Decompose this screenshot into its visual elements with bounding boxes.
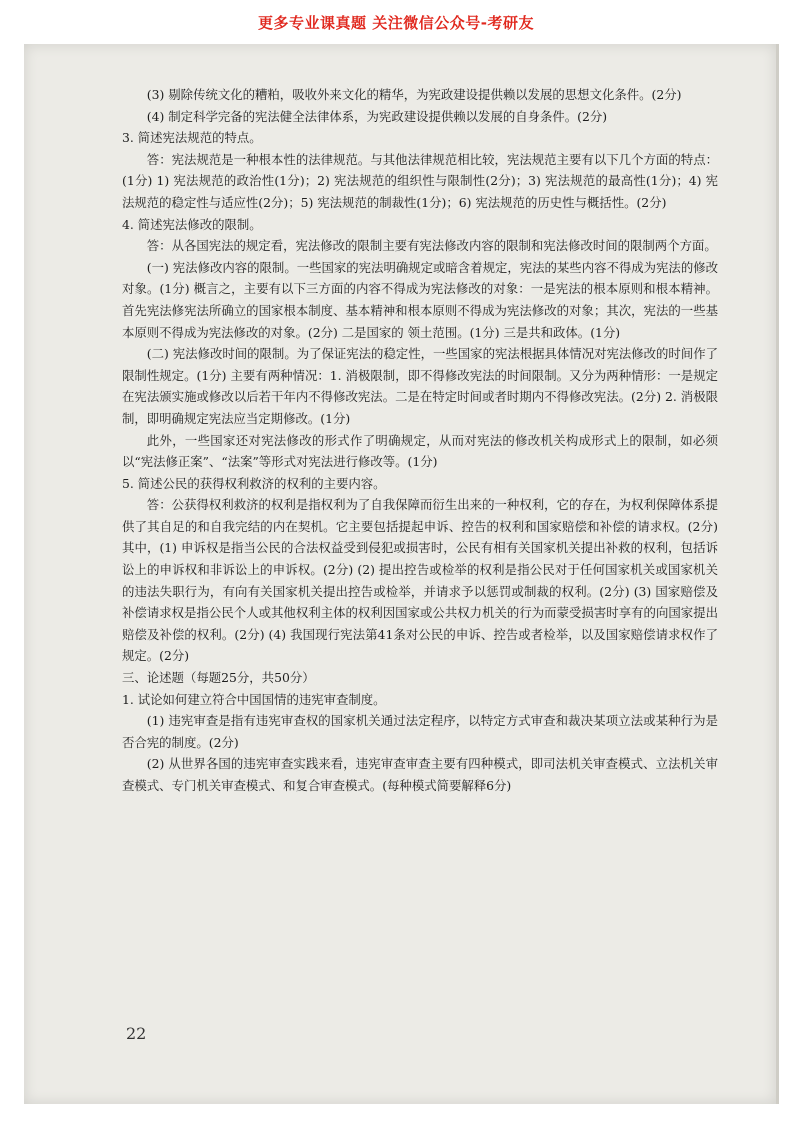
paragraph: (一) 宪法修改内容的限制。一些国家的宪法明确规定或暗含着规定，宪法的某些内容不得成为宪法的修改对象。(1分) 概言之，主要有以下三方面的内容不得成为宪法修改的对象：一是宪法的根本原则和根本精神。首先宪法修宪法所确立的国家根本制度、基本精神和根本原则不得成为宪法修改的对象；其次，宪法的一些基本原则不得成为宪法修改的对象。(2分) 二是国家的 领土范围。(1分) 三是共和政体。(1分) <box>122 259 718 340</box>
question-heading: 5. 简述公民的获得权利救济的权利的主要内容。 <box>122 475 386 491</box>
question-heading: 4. 简述宪法修改的限制。 <box>122 216 262 232</box>
question-heading: 1. 试论如何建立符合中国国情的违宪审查制度。 <box>122 691 386 707</box>
page-number: 22 <box>126 1024 147 1043</box>
section-heading: 三、论述题（每题25分，共50分） <box>122 670 315 686</box>
paragraph: 答：公获得权利救济的权利是指权利为了自我保障而衍生出来的一种权利，它的存在，为权利保障体系提供了其自足的和自我完结的内在契机。它主要包括提起申诉、控告的权利和国家赔偿和补偿的请求权。(2分) 其中，(1) 申诉权是指当公民的合法权益受到侵犯或损害时，公民有相有关国家机关提出补救的权利，包括诉讼上的申诉权和非诉讼上的申诉权。(2分) (2) 提出控告或检举的权利是指公民对于任何国家机关或国家机关的违法失职行为，有向有关国家机关提出控告或检举，并请求予以惩罚或制裁的权利。(2分) (3) 国家赔偿及补偿请求权是指公民个人或其他权利主体的权利因国家或公共权力机关的行为而蒙受损害时享有的向国家提出赔偿及补偿的权利。(2分) (4) 我国现行宪法第41条对公民的申诉、控告或者检举，以及国家赔偿请求权作了规定。(2分) <box>122 497 718 664</box>
paragraph: (1) 违宪审查是指有违宪审查权的国家机关通过法定程序，以特定方式审查和裁决某项立法或某种行为是否合宪的制度。(2分) <box>122 713 718 750</box>
document-body <box>122 84 718 797</box>
paragraph: (2) 从世界各国的违宪审查实践来看，违宪审查审查主要有四种模式，即司法机关审查模式、立法机关审查模式、专门机关审查模式、和复合审查模式。(每种模式简要解释6分) <box>122 756 718 793</box>
paragraph: (二) 宪法修改时间的限制。为了保证宪法的稳定性，一些国家的宪法根据具体情况对宪法修改的时间作了限制性规定。(1分) 主要有两种情况：1. 消极限制，即不得修改宪法的时间限制。又分为两种情形：一是规定在宪法颁实施或修改以后若干年内不得修改宪法。二是在特定时间或者时期内不得修改宪法。(2分) 2. 消极限制，即明确规定宪法应当定期修改。(1分) <box>122 346 718 426</box>
question-heading: 3. 简述宪法规范的特点。 <box>122 130 262 146</box>
paragraph: (3) 剔除传统文化的糟粕，吸收外来文化的精华，为宪政建设提供赖以发展的思想文化条件。(2分) <box>146 87 682 102</box>
paragraph: 答：从各国宪法的规定看，宪法修改的限制主要有宪法修改内容的限制和宪法修改时间的限制两个方面。 <box>146 238 717 254</box>
promo-banner: 更多专业课真题 关注微信公众号-考研友 <box>258 14 534 32</box>
paragraph: 此外，一些国家还对宪法修改的形式作了明确规定，从而对宪法的修改机关构成形式上的限制，如必须以“宪法修正案”、“法案”等形式对宪法进行修改等。(1分) <box>122 432 718 470</box>
paragraph: 答：宪法规范是一种根本性的法律规范。与其他法律规范相比较，宪法规范主要有以下几个方面的特点：(1分) 1) 宪法规范的政治性(1分)；2) 宪法规范的组织性与限制性(2分)；3) 宪法规范的最高性(1分)；4) 宪法规范的稳定性与适应性(2分)；5) 宪法规范的制裁性(1分)；6) 宪法规范的历史性与概括性。(2分) <box>122 151 718 210</box>
paragraph: (4) 制定科学完备的宪法健全法律体系，为宪政建设提供赖以发展的自身条件。(2分) <box>146 108 608 124</box>
